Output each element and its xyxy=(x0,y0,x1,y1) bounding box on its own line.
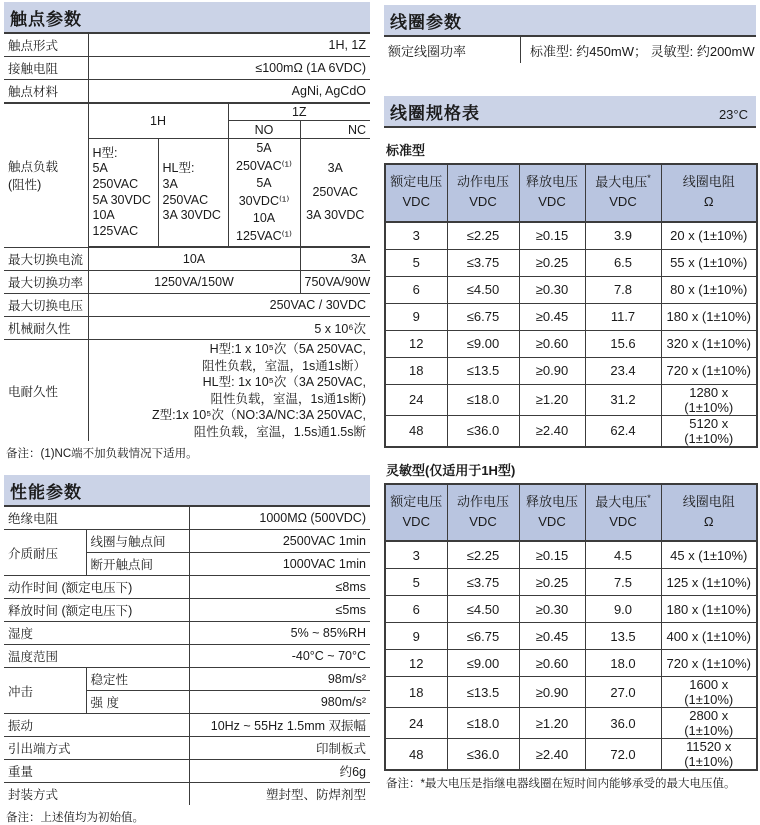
spec-cell: 13.5 xyxy=(585,623,661,650)
table-row xyxy=(4,507,370,530)
spec-cell: 12 xyxy=(385,650,447,677)
table-row xyxy=(4,599,370,622)
row-value: 980m/s² xyxy=(189,691,370,714)
spec-cell: ≤13.5 xyxy=(447,357,519,384)
column-header-max-voltage: 最大电压* VDC xyxy=(585,164,661,222)
spec-cell: ≤2.25 xyxy=(447,541,519,569)
table-row xyxy=(4,271,370,294)
table-row xyxy=(4,714,370,737)
left-column xyxy=(4,2,370,825)
spec-row xyxy=(385,357,757,384)
spec-cell: ≤3.75 xyxy=(447,569,519,596)
column-header-coil-resistance: 线圈电阻 Ω xyxy=(661,164,757,222)
row-label: 冲击 xyxy=(4,668,86,714)
spec-cell: 31.2 xyxy=(585,384,661,415)
spec-row xyxy=(385,415,757,447)
table-row xyxy=(4,668,370,691)
row-label: 绝缘电阻 xyxy=(4,507,189,530)
row-sublabel: 断开触点间 xyxy=(86,553,189,576)
column-header-rated-voltage: 额定电压 VDC xyxy=(385,164,447,222)
spec-cell: ≥0.60 xyxy=(519,330,585,357)
row-value: 塑封型、防焊剂型 xyxy=(189,783,370,806)
spec-cell: ≥1.20 xyxy=(519,384,585,415)
spec-cell: 36.0 xyxy=(585,708,661,739)
spec-cell: 11520 x (1±10%) xyxy=(661,739,757,771)
spec-cell: 18.0 xyxy=(585,650,661,677)
row-sublabel: 稳定性 xyxy=(86,668,189,691)
spec-row xyxy=(385,650,757,677)
section-title: 性能参数 xyxy=(10,483,82,502)
spec-cell: ≥0.15 xyxy=(519,541,585,569)
spec-cell: 3 xyxy=(385,541,447,569)
row-label: 最大切换电压 xyxy=(4,294,88,317)
spec-cell: 6 xyxy=(385,596,447,623)
spec-row xyxy=(385,249,757,276)
right-column xyxy=(384,2,756,825)
spec-cell: ≤36.0 xyxy=(447,415,519,447)
spec-cell: 20 x (1±10%) xyxy=(661,222,757,250)
table-row xyxy=(4,103,370,121)
spec-cell: 55 x (1±10%) xyxy=(661,249,757,276)
section-title: 触点参数 xyxy=(10,10,82,29)
spec-cell: 5 xyxy=(385,569,447,596)
row-label: 动作时间 (额定电压下) xyxy=(4,576,189,599)
spec-cell: ≤18.0 xyxy=(447,708,519,739)
row-label: 触点材料 xyxy=(4,80,88,104)
spec-cell: ≥0.45 xyxy=(519,623,585,650)
spec-cell: 3.9 xyxy=(585,222,661,250)
contact-note: 备注：(1)NC端不加负载情况下适用。 xyxy=(6,448,198,460)
spec-cell: 5120 x (1±10%) xyxy=(661,415,757,447)
row-label: 封装方式 xyxy=(4,783,189,806)
spec-row xyxy=(385,303,757,330)
spec-cell: ≥0.25 xyxy=(519,249,585,276)
row-label: 最大切换功率 xyxy=(4,271,88,294)
spec-cell: ≤13.5 xyxy=(447,677,519,708)
row-value: 98m/s² xyxy=(189,668,370,691)
spec-cell: 11.7 xyxy=(585,303,661,330)
row-label: 重量 xyxy=(4,760,189,783)
spec-cell: ≤6.75 xyxy=(447,303,519,330)
spacer xyxy=(384,63,756,96)
row-value: 1H, 1Z xyxy=(88,34,370,57)
row-label: 释放时间 (额定电压下) xyxy=(4,599,189,622)
row-label: 最大切换电流 xyxy=(4,247,88,271)
spec-cell: ≥2.40 xyxy=(519,739,585,771)
spec-row xyxy=(385,708,757,739)
table-row xyxy=(4,576,370,599)
spec-cell: ≤18.0 xyxy=(447,384,519,415)
spec-cell: 180 x (1±10%) xyxy=(661,596,757,623)
column-header-max-voltage: 最大电压* VDC xyxy=(585,484,661,542)
load-nc-cell: 3A 250VAC 3A 30VDC xyxy=(300,139,370,248)
column-header-release-voltage: 释放电压 VDC xyxy=(519,484,585,542)
spec-cell: 18 xyxy=(385,677,447,708)
standard-spec-body xyxy=(385,222,757,447)
row-value: 标准型: 约450mW； 灵敏型: 约200mW xyxy=(521,37,757,63)
spec-cell: 48 xyxy=(385,739,447,771)
row-value: 1000MΩ (500VDC) xyxy=(189,507,370,530)
row-value: 250VAC / 30VDC xyxy=(88,294,370,317)
spec-cell: 80 x (1±10%) xyxy=(661,276,757,303)
row-value: ≤100mΩ (1A 6VDC) xyxy=(88,57,370,80)
spec-cell: 23.4 xyxy=(585,357,661,384)
spec-row xyxy=(385,330,757,357)
spec-cell: ≥0.30 xyxy=(519,596,585,623)
table-row xyxy=(4,737,370,760)
row-label: 引出端方式 xyxy=(4,737,189,760)
row-value: 3A xyxy=(300,247,370,271)
section-header-contact-parameters xyxy=(4,2,370,34)
spec-cell: ≥0.30 xyxy=(519,276,585,303)
spec-cell: 6.5 xyxy=(585,249,661,276)
spec-cell: 72.0 xyxy=(585,739,661,771)
spec-cell: 18 xyxy=(385,357,447,384)
spec-cell: ≤2.25 xyxy=(447,222,519,250)
column-header-operate-voltage: 动作电压 VDC xyxy=(447,164,519,222)
spec-cell: 6 xyxy=(385,276,447,303)
row-label: 电耐久性 xyxy=(4,340,88,442)
spacer xyxy=(4,461,370,475)
spec-cell: 1600 x (1±10%) xyxy=(661,677,757,708)
section-title: 线圈规格表 xyxy=(390,104,480,123)
spec-cell: ≤3.75 xyxy=(447,249,519,276)
row-value: 2500VAC 1min xyxy=(189,530,370,553)
spec-cell: 27.0 xyxy=(585,677,661,708)
row-value: 10A xyxy=(88,247,300,271)
section-header-performance-parameters xyxy=(4,475,370,507)
spec-cell: 15.6 xyxy=(585,330,661,357)
spec-cell: 125 x (1±10%) xyxy=(661,569,757,596)
spec-cell: 3 xyxy=(385,222,447,250)
row-value: AgNi, AgCdO xyxy=(88,80,370,104)
spec-row xyxy=(385,541,757,569)
row-value: 印制板式 xyxy=(189,737,370,760)
table-row xyxy=(4,622,370,645)
table-row xyxy=(4,645,370,668)
spec-cell: 9 xyxy=(385,623,447,650)
row-value: 1250VA/150W xyxy=(88,271,300,294)
table-row xyxy=(4,783,370,806)
sensitive-coil-spec-table xyxy=(384,483,758,772)
row-value: 5 x 10⁶次 xyxy=(88,317,370,340)
spec-cell: ≤6.75 xyxy=(447,623,519,650)
electrical-endurance-value: H型:1 x 10⁵次（5A 250VAC, 阻性负载，室温，1s通1s断） HL型: 1x 10⁵次（3A 250VAC, 阻性负载，室温，1s通1s断) Z型:1x 10⁵次（NO:3A/NC:3A 250VAC, 阻性负载，室温，1.5s通1.5s断 xyxy=(88,340,370,442)
column-header-release-voltage: 释放电压 VDC xyxy=(519,164,585,222)
table-row xyxy=(4,317,370,340)
row-sublabel: 线圈与触点间 xyxy=(86,530,189,553)
spec-cell: 1280 x (1±10%) xyxy=(661,384,757,415)
column-header-rated-voltage: 额定电压 VDC xyxy=(385,484,447,542)
spec-cell: ≥2.40 xyxy=(519,415,585,447)
spec-cell: ≤9.00 xyxy=(447,650,519,677)
spec-cell: 7.8 xyxy=(585,276,661,303)
row-value: ≤8ms xyxy=(189,576,370,599)
performance-parameters-table xyxy=(4,507,370,805)
spec-cell: 9 xyxy=(385,303,447,330)
spec-cell: 12 xyxy=(385,330,447,357)
row-label: 振动 xyxy=(4,714,189,737)
spec-row xyxy=(385,276,757,303)
row-label: 接触电阻 xyxy=(4,57,88,80)
spec-cell: 9.0 xyxy=(585,596,661,623)
row-value: 750VA/90W xyxy=(300,271,370,294)
spec-cell: ≤4.50 xyxy=(447,596,519,623)
contact-parameters-table xyxy=(4,34,370,441)
performance-note: 备注：上述值均为初始值。 xyxy=(6,812,144,824)
table-row xyxy=(4,530,370,553)
coil-parameters-table xyxy=(384,37,756,63)
table-row xyxy=(4,34,370,57)
spec-cell: 24 xyxy=(385,384,447,415)
spec-row xyxy=(385,384,757,415)
spec-cell: ≥0.60 xyxy=(519,650,585,677)
row-label: 湿度 xyxy=(4,622,189,645)
standard-type-label: 标准型 xyxy=(386,143,426,158)
column-header-no: NO xyxy=(228,121,300,139)
row-label: 触点负载 (阻性) xyxy=(4,103,88,247)
load-hl-cell: HL型: 3A 250VAC 3A 30VDC xyxy=(158,139,228,248)
spec-cell: 320 x (1±10%) xyxy=(661,330,757,357)
section-header-coil-parameters xyxy=(384,5,756,37)
spec-cell: 2800 x (1±10%) xyxy=(661,708,757,739)
spec-cell: ≤4.50 xyxy=(447,276,519,303)
table-row xyxy=(4,340,370,442)
row-value: 5% ~ 85%RH xyxy=(189,622,370,645)
table-row xyxy=(4,247,370,271)
spec-row xyxy=(385,596,757,623)
row-value: 10Hz ~ 55Hz 1.5mm 双振幅 xyxy=(189,714,370,737)
spec-cell: 24 xyxy=(385,708,447,739)
column-header-nc: NC xyxy=(300,121,370,139)
spec-cell: 4.5 xyxy=(585,541,661,569)
spec-cell: 45 x (1±10%) xyxy=(661,541,757,569)
table-row xyxy=(384,37,756,63)
spec-cell: ≥0.45 xyxy=(519,303,585,330)
column-header-1h: 1H xyxy=(88,103,228,139)
row-value: -40°C ~ 70°C xyxy=(189,645,370,668)
spec-header-row xyxy=(385,164,757,222)
spec-cell: 5 xyxy=(385,249,447,276)
spec-cell: 7.5 xyxy=(585,569,661,596)
spec-cell: 48 xyxy=(385,415,447,447)
spec-cell: ≤9.00 xyxy=(447,330,519,357)
spec-row xyxy=(385,677,757,708)
spec-cell: ≥0.15 xyxy=(519,222,585,250)
row-value: ≤5ms xyxy=(189,599,370,622)
spec-row xyxy=(385,569,757,596)
spec-cell: 400 x (1±10%) xyxy=(661,623,757,650)
spec-cell: ≤36.0 xyxy=(447,739,519,771)
row-sublabel: 强 度 xyxy=(86,691,189,714)
column-header-operate-voltage: 动作电压 VDC xyxy=(447,484,519,542)
spec-note: 备注：*最大电压是指继电器线圈在短时间内能够承受的最大电压值。 xyxy=(386,778,736,791)
spec-row xyxy=(385,623,757,650)
table-row xyxy=(4,294,370,317)
spec-row xyxy=(385,739,757,771)
spec-cell: 720 x (1±10%) xyxy=(661,357,757,384)
row-value: 1000VAC 1min xyxy=(189,553,370,576)
table-row xyxy=(4,760,370,783)
spec-cell: 720 x (1±10%) xyxy=(661,650,757,677)
spec-cell: 62.4 xyxy=(585,415,661,447)
column-header-coil-resistance: 线圈电阻 Ω xyxy=(661,484,757,542)
spec-row xyxy=(385,222,757,250)
spec-cell: 180 x (1±10%) xyxy=(661,303,757,330)
row-label: 触点形式 xyxy=(4,34,88,57)
sensitive-type-label: 灵敏型(仅适用于1H型) xyxy=(386,462,516,478)
row-value: 约6g xyxy=(189,760,370,783)
section-title: 线圈参数 xyxy=(390,13,462,32)
spec-cell: ≥0.90 xyxy=(519,677,585,708)
spec-header-row xyxy=(385,484,757,542)
table-row xyxy=(4,80,370,104)
load-h-cell: H型: 5A 250VAC 5A 30VDC 10A 125VAC xyxy=(88,139,158,248)
row-label: 介质耐压 xyxy=(4,530,86,576)
row-label: 温度范围 xyxy=(4,645,189,668)
table-row xyxy=(4,57,370,80)
row-label: 机械耐久性 xyxy=(4,317,88,340)
row-label: 额定线圈功率 xyxy=(384,37,521,63)
column-header-1z: 1Z xyxy=(228,103,370,121)
spec-cell: ≥1.20 xyxy=(519,708,585,739)
spec-cell: ≥0.25 xyxy=(519,569,585,596)
spec-temperature: 23°C xyxy=(718,107,748,122)
load-no-cell: 5A 250VAC⁽¹⁾ 5A 30VDC⁽¹⁾ 10A 125VAC⁽¹⁾ xyxy=(228,139,300,248)
sensitive-spec-body xyxy=(385,541,757,770)
spec-cell: ≥0.90 xyxy=(519,357,585,384)
standard-coil-spec-table xyxy=(384,163,758,448)
section-header-coil-spec xyxy=(384,96,756,128)
